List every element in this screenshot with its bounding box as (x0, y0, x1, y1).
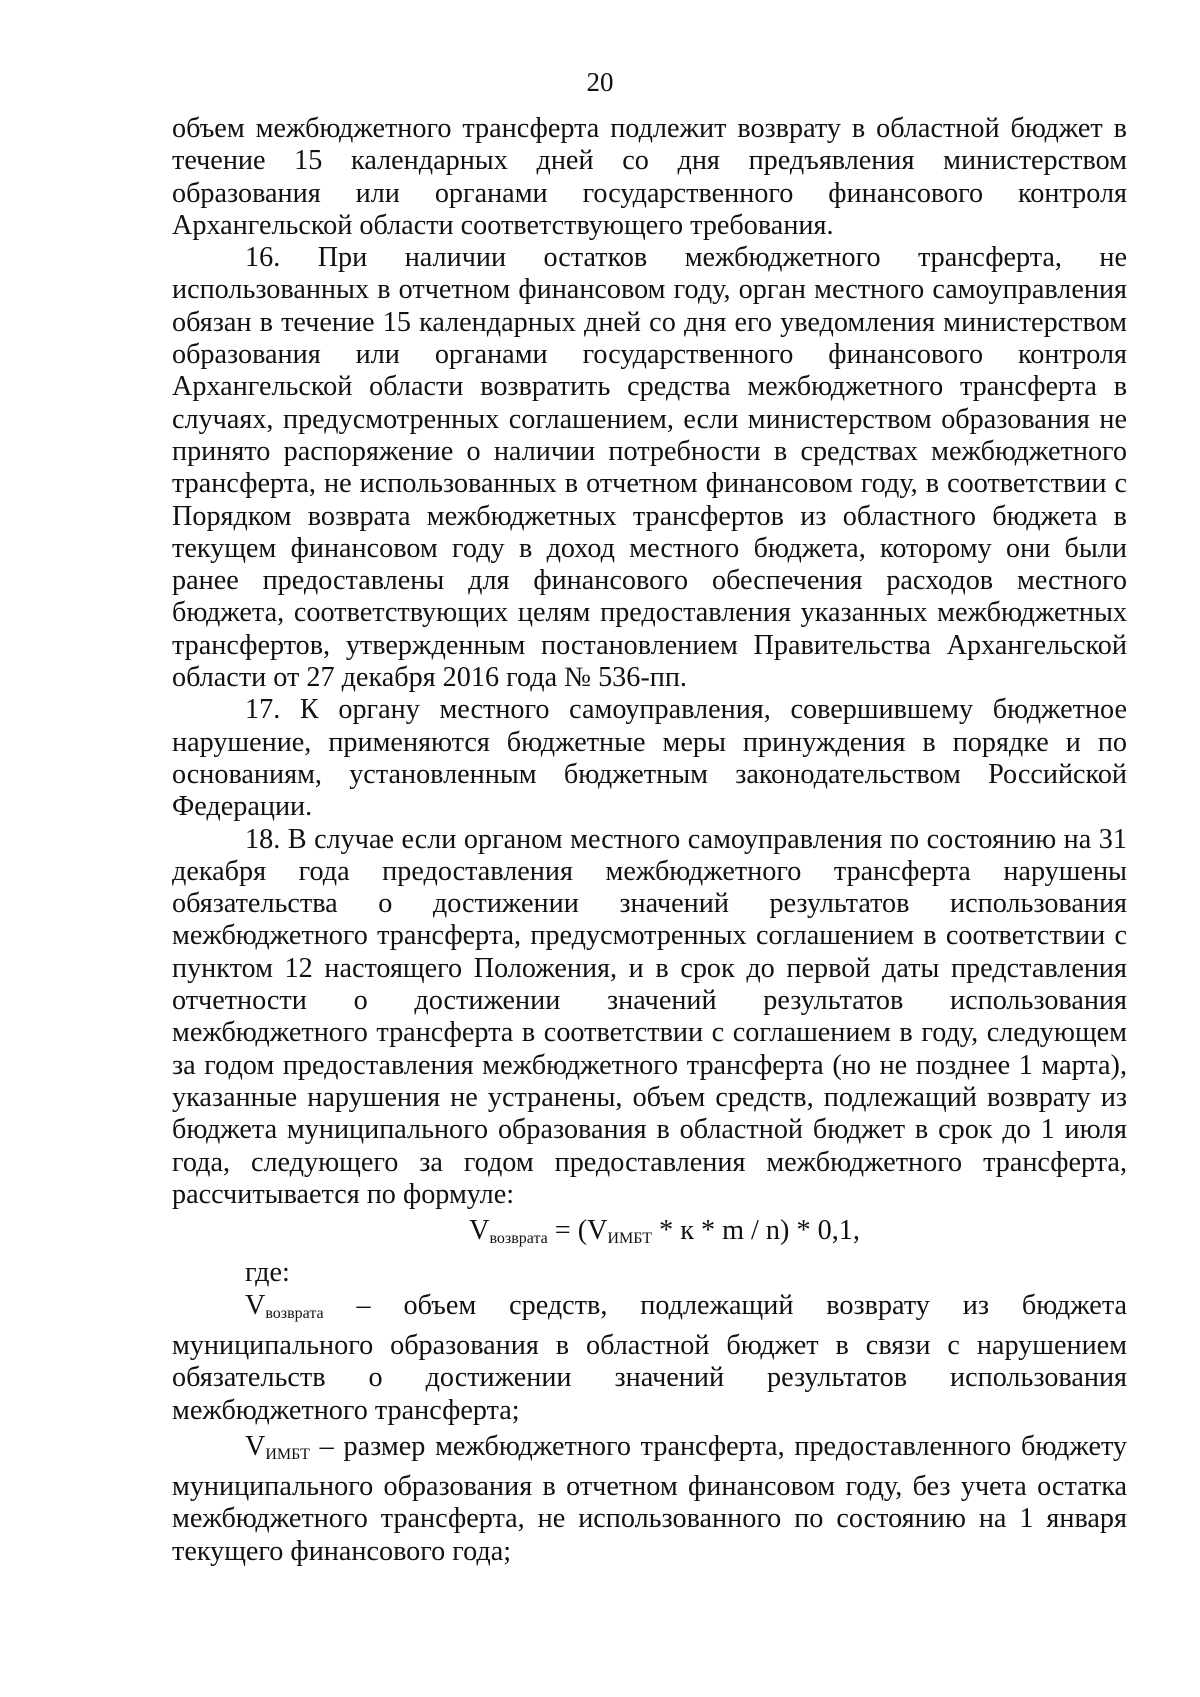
definition-text: – размер межбюджетного трансферта, предоставленного бюджету муниципального образования в отчетном финансовом году, без учета остатка межбюджетного трансферта, не использованного по состоянию на 1 января текущего финансового года; (172, 1430, 1127, 1567)
paragraph-16: 16. При наличии остатков межбюджетного трансферта, не использованных в отчетном финансовом году, орган местного самоуправления обязан в течение 15 календарных дней со дня его уведомления министерством образования или органами государственного финансового контроля Архангельской области возвратить средства межбюджетного трансферта в случаях, предусмотренных соглашением, если министерством образования не принято распоряжение о наличии потребности в средствах межбюджетного трансферта, не использованных в отчетном финансовом году, в соответствии с Порядком возврата межбюджетных трансфертов из областного бюджета в текущем финансовом году в доход местного бюджета, которому они были ранее предоставлены для финансового обеспечения расходов местного бюджета, соответствующих целям предоставления указанных межбюджетных трансфертов, утвержденным постановлением Правительства Архангельской области от 27 декабря 2016 года № 536-пп. (172, 242, 1127, 694)
formula-tail: * к * m / n) * 0,1, (652, 1215, 860, 1247)
formula-v-subscript: возврата (489, 1230, 548, 1248)
paragraph-continuation: объем межбюджетного трансферта подлежит возврату в областной бюджет в течение 15 календарных дней со дня предъявления министерством образования или органами государственного финансового контроля Архангельской области соответствующего требования. (172, 113, 1127, 241)
definition-subscript: возврата (265, 1304, 324, 1322)
page-number: 20 (586, 67, 614, 97)
where-label: где: (245, 1257, 290, 1289)
definition-subscript: ИМБТ (265, 1445, 310, 1463)
definition-symbol: V (245, 1430, 266, 1462)
definition-symbol: V (245, 1289, 266, 1321)
formula (172, 1215, 1127, 1255)
paragraph-18: 18. В случае если органом местного самоуправления по состоянию на 31 декабря года предоставления межбюджетного трансферта нарушены обязательства о достижении значений результатов использования межбюджетного трансферта, предусмотренных соглашением в соответствии с пунктом 12 настоящего Положения, и в срок до первой даты представления отчетности о достижении значений результатов использования межбюджетного трансферта в соответствии с соглашением в году, следующем за годом предоставления межбюджетного трансферта (но не позднее 1 марта), указанные нарушения не устранены, объем средств, подлежащий возврату из бюджета муниципального образования в областной бюджет в срок до 1 июля года, следующего за годом предоставления межбюджетного трансферта, рассчитывается по формуле: (172, 823, 1127, 1210)
paragraph-17: 17. К органу местного самоуправления, совершившему бюджетное нарушение, применяются бюджетные меры принуждения в порядке и по основаниям, установленным бюджетным законодательством Российской Федерации. (172, 694, 1127, 823)
document-body (172, 113, 1127, 1568)
formula-imbt-subscript: ИМБТ (607, 1230, 653, 1248)
definition-v-return (172, 1290, 1127, 1427)
definition-v-imbt (172, 1431, 1127, 1568)
formula-v: V (469, 1215, 490, 1247)
formula-middle: = (V (547, 1215, 608, 1247)
definition-text: – объем средств, подлежащий возврату из бюджета муниципального образования в областной бюджет в связи с нарушением обязательств о достижении значений результатов использования межбюджетного трансферта; (172, 1289, 1127, 1426)
